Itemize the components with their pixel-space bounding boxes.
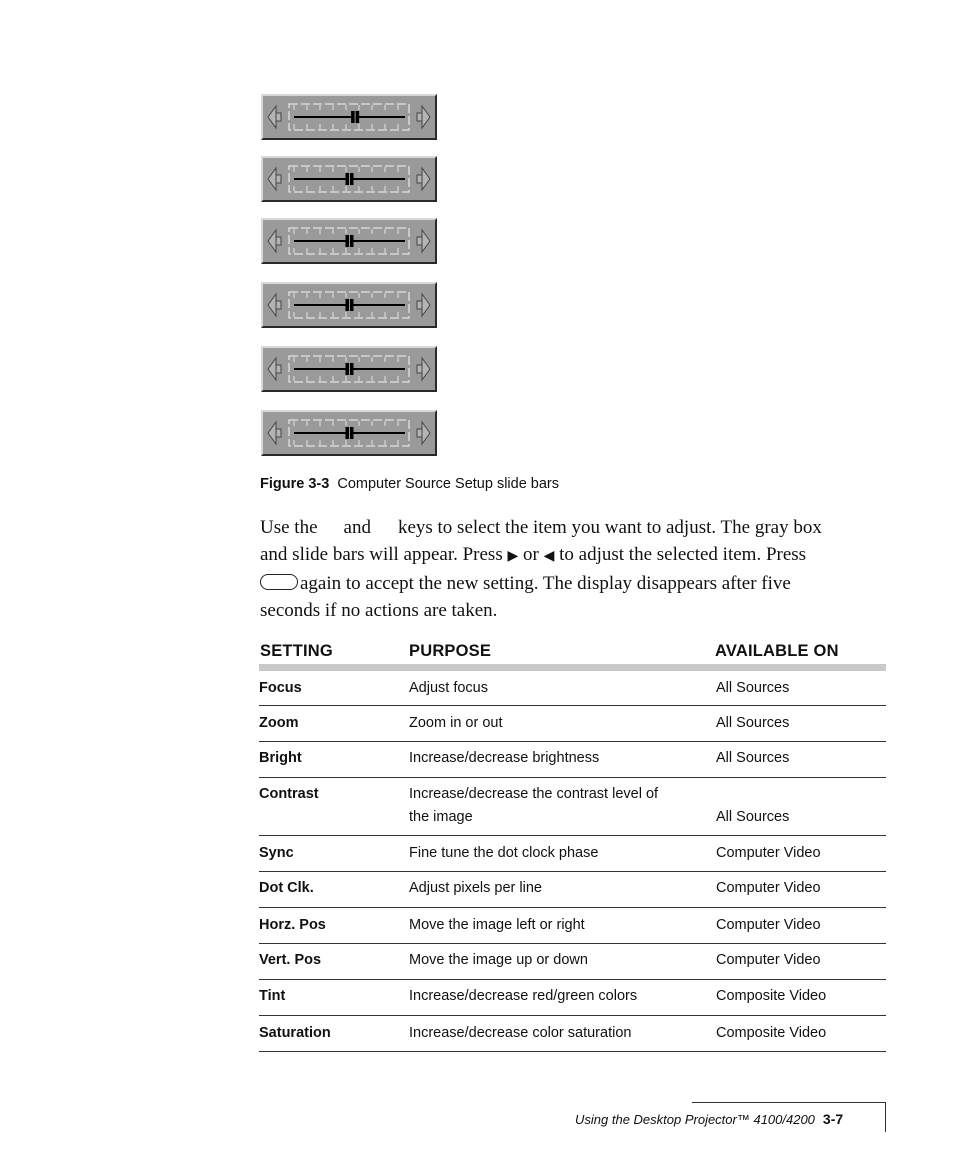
- purpose-cell: Increase/decrease red/green colors: [409, 988, 638, 1004]
- right-arrow-icon: [422, 168, 430, 190]
- figure-caption-text: Computer Source Setup slide bars: [337, 476, 560, 492]
- text-fragment: to adjust the selected item. Press: [559, 544, 807, 565]
- text-fragment: Use the: [260, 517, 318, 538]
- left-arrow-icon: [268, 168, 276, 190]
- header-rule: [259, 664, 886, 671]
- purpose-cell: Zoom in or out: [409, 715, 503, 731]
- left-arrow-icon: [268, 358, 276, 380]
- table-row: [259, 742, 886, 778]
- footer-rule: [692, 1102, 886, 1103]
- right-arrow-icon: [422, 358, 430, 380]
- paragraph-line: [260, 597, 880, 624]
- setting-cell: Dot Clk.: [259, 880, 314, 896]
- column-header-purpose: PURPOSE: [409, 642, 492, 660]
- column-header-available: AVAILABLE ON: [715, 642, 839, 660]
- setting-cell: Saturation: [259, 1025, 331, 1041]
- slider-graphic: [263, 220, 435, 262]
- slider-graphic: [263, 284, 435, 326]
- purpose-cell: Increase/decrease color saturation: [409, 1025, 632, 1041]
- purpose-cell: Adjust focus: [409, 680, 488, 696]
- left-arrow-icon: [268, 422, 276, 444]
- left-arrow-icon: [276, 175, 281, 183]
- paragraph-line: [260, 514, 880, 541]
- available-cell: Computer Video: [716, 845, 821, 861]
- available-cell: Computer Video: [716, 917, 821, 933]
- available-cell: Computer Video: [716, 952, 821, 968]
- left-arrow-icon: [276, 301, 281, 309]
- setting-cell: Bright: [259, 750, 302, 766]
- right-arrow-icon: [422, 294, 430, 316]
- purpose-cell-continued: the image: [409, 809, 473, 825]
- text-fragment: again to accept the new setting. The display disappears after five: [300, 573, 791, 594]
- right-arrow-icon: [417, 175, 422, 183]
- figure-caption: [260, 476, 559, 492]
- left-arrow-icon: ◀: [543, 549, 555, 564]
- right-arrow-icon: ▶: [507, 549, 519, 564]
- setting-cell: Contrast: [259, 786, 319, 802]
- table-row: [259, 671, 886, 706]
- left-arrow-icon: [276, 365, 281, 373]
- setting-cell: Tint: [259, 988, 286, 1004]
- paragraph-line: [260, 541, 880, 570]
- table-row: [259, 872, 886, 908]
- slide-bar: [261, 218, 437, 264]
- slider-graphic: [263, 158, 435, 200]
- table-row: [259, 944, 886, 980]
- table-row: [259, 778, 886, 836]
- column-header-setting: SETTING: [260, 642, 333, 660]
- footer-rule-vertical: [885, 1102, 886, 1132]
- setting-cell: Horz. Pos: [259, 917, 326, 933]
- footer-title: Using the Desktop Projector™ 4100/4200: [575, 1112, 815, 1127]
- available-cell: Composite Video: [716, 1025, 827, 1041]
- right-arrow-icon: [417, 429, 422, 437]
- left-arrow-icon: [268, 230, 276, 252]
- available-cell: Composite Video: [716, 988, 827, 1004]
- menu-key-icon: [260, 574, 298, 590]
- left-arrow-icon: [268, 106, 276, 128]
- table-row: [259, 706, 886, 742]
- settings-table: [259, 638, 886, 1052]
- right-arrow-icon: [417, 301, 422, 309]
- right-arrow-icon: [417, 237, 422, 245]
- purpose-cell: Increase/decrease the contrast level of: [409, 786, 659, 802]
- table-header: [259, 638, 886, 664]
- table-row: [259, 836, 886, 872]
- setting-cell: Zoom: [259, 715, 299, 731]
- left-arrow-icon: [276, 237, 281, 245]
- available-cell: Computer Video: [716, 880, 821, 896]
- text-fragment: seconds if no actions are taken.: [260, 600, 498, 621]
- slide-bar: [261, 156, 437, 202]
- slide-bar: [261, 94, 437, 140]
- available-cell: All Sources: [716, 680, 790, 696]
- setting-cell: Vert. Pos: [259, 952, 322, 968]
- setting-cell: Sync: [259, 845, 294, 861]
- left-arrow-icon: [276, 113, 281, 121]
- left-arrow-icon: [268, 294, 276, 316]
- table-row: [259, 908, 886, 944]
- slider-graphic: [263, 96, 435, 138]
- slide-bar: [261, 282, 437, 328]
- slide-bar: [261, 410, 437, 456]
- available-cell: All Sources: [716, 809, 790, 825]
- instructions-paragraph: [260, 514, 880, 624]
- purpose-cell: Adjust pixels per line: [409, 880, 542, 896]
- left-arrow-icon: [276, 429, 281, 437]
- right-arrow-icon: [422, 230, 430, 252]
- slider-graphic: [263, 348, 435, 390]
- right-arrow-icon: [422, 422, 430, 444]
- page-footer: [575, 1111, 843, 1127]
- right-arrow-icon: [417, 113, 422, 121]
- purpose-cell: Move the image left or right: [409, 917, 585, 933]
- available-cell: All Sources: [716, 715, 790, 731]
- right-arrow-icon: [417, 365, 422, 373]
- table-row: [259, 980, 886, 1016]
- purpose-cell: Move the image up or down: [409, 952, 588, 968]
- text-fragment: and: [343, 517, 371, 538]
- figure-label: Figure 3-3: [260, 476, 330, 492]
- text-fragment: keys to select the item you want to adjust. The gray box: [397, 517, 822, 538]
- slider-graphic: [263, 412, 435, 454]
- right-arrow-icon: [422, 106, 430, 128]
- text-fragment: and slide bars will appear. Press: [260, 544, 503, 565]
- paragraph-line: [260, 570, 880, 597]
- text-fragment: or: [523, 544, 539, 565]
- slide-bar: [261, 346, 437, 392]
- setting-cell: Focus: [259, 680, 302, 696]
- purpose-cell: Increase/decrease brightness: [409, 750, 600, 766]
- table-row: [259, 1016, 886, 1052]
- page-number: 3-7: [822, 1111, 844, 1127]
- available-cell: All Sources: [716, 750, 790, 766]
- purpose-cell: Fine tune the dot clock phase: [409, 845, 599, 861]
